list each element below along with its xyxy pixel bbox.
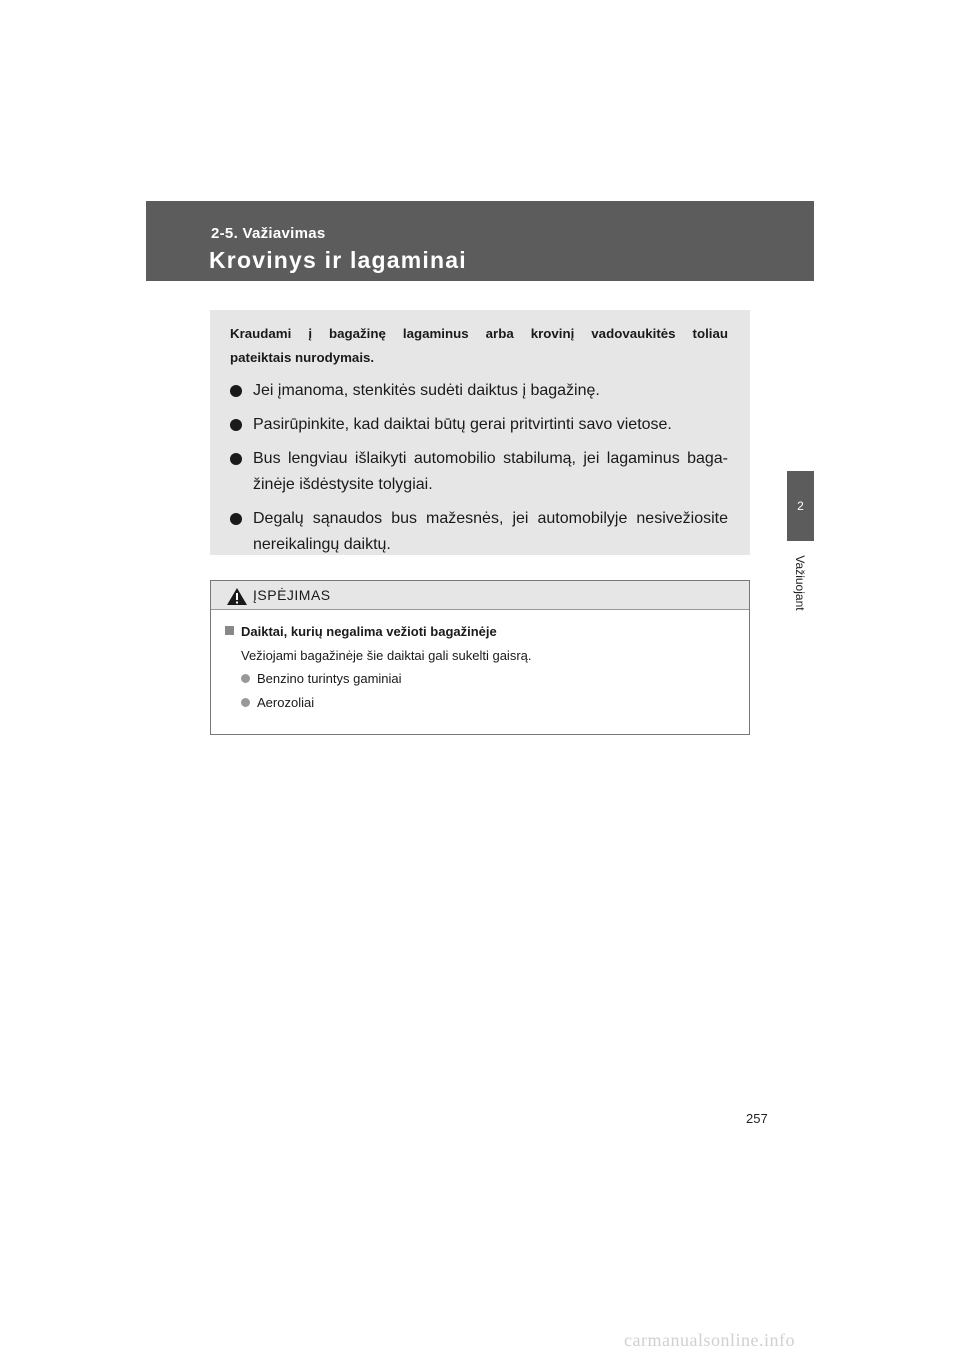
bullet-icon <box>241 674 250 683</box>
warning-list <box>241 671 749 710</box>
bullet-icon <box>230 453 242 465</box>
warning-box <box>210 580 750 735</box>
intro-bullet-list <box>230 378 728 558</box>
chapter-tab <box>787 471 814 541</box>
chapter-header <box>146 201 814 281</box>
intro-text-line2: pateiktais nurodymais. <box>230 350 375 365</box>
list-item: Aerozoliai <box>241 695 749 710</box>
page-number: 257 <box>746 1111 768 1126</box>
bullet-icon <box>230 385 242 397</box>
bullet-icon <box>230 513 242 525</box>
bullet-icon <box>241 698 250 707</box>
list-item: Pasirūpinkite, kad daiktai būtų gerai pritvirtinti savo vietose. <box>230 412 728 438</box>
page-title: Krovinys ir lagaminai <box>209 247 467 273</box>
warning-body <box>211 610 749 710</box>
warning-triangle-icon <box>226 587 248 606</box>
warning-title: ĮSPĖJIMAS <box>253 587 331 603</box>
list-item: Jei įmanoma, stenkitės sudėti daiktus į bagažinę. <box>230 378 728 404</box>
warning-header <box>211 581 749 610</box>
intro-text-line1: Kraudami į bagažinę lagaminus arba krovinį vadovaukitės toliau <box>230 326 728 341</box>
chapter-number: 2 <box>797 499 804 513</box>
list-item: Benzino turintys gaminiai <box>241 671 749 686</box>
intro-text <box>230 322 728 370</box>
list-item: Bus lengviau išlaikyti automobilio stabilumą, jei lagaminus baga-žinėje išdėstysite tolygiai. <box>230 446 728 498</box>
watermark: carmanualsonline.info <box>624 1330 795 1350</box>
section-label: 2-5. Važiavimas <box>211 225 326 242</box>
chapter-side-label: Važiuojant <box>793 555 807 611</box>
warning-heading: Daiktai, kurių negalima vežioti bagažinėje <box>225 624 749 639</box>
bullet-icon <box>230 419 242 431</box>
intro-box <box>210 310 750 555</box>
list-item: Degalų sąnaudos bus mažesnės, jei automobilyje nesivežiosite nereikalingų daiktų. <box>230 506 728 558</box>
square-bullet-icon <box>225 626 234 635</box>
warning-description: Vežiojami bagažinėje šie daiktai gali sukelti gaisrą. <box>241 648 532 663</box>
